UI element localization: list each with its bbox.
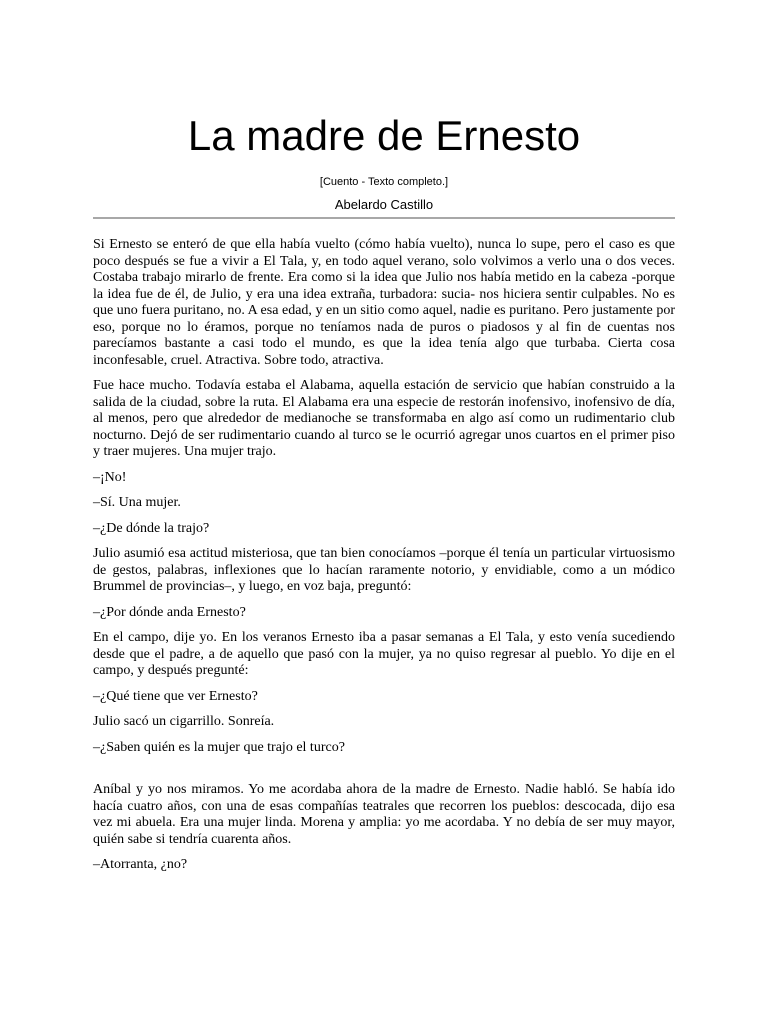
document-author: Abelardo Castillo bbox=[334, 197, 434, 212]
dialog-line: –¿Qué tiene que ver Ernesto? bbox=[93, 688, 258, 704]
document-title: La madre de Ernesto bbox=[187, 112, 581, 159]
dialog-line: –¿Por dónde anda Ernesto? bbox=[93, 604, 246, 620]
story-body bbox=[93, 237, 675, 874]
dialog-line: –Sí. Una mujer. bbox=[93, 495, 181, 510]
paragraph: Si Ernesto se enteró de que ella había vuelto (cómo había vuelto), nunca lo supe, pero el caso es que poco después se fue a vivir a El Tala, y, en todo aquel verano, solo volvimos a verlo una o dos veces. Costaba trabajo mirarlo de frente. Era como si la idea que Julio nos había metido en la cabeza -porque la idea fue de él, de Julio, y era una idea extraña, turbadora: sucia- nos hiciera sentir culpables. No es que uno fuera puritano, no. A esa edad, y en un sitio como aquel, nadie es puritano. Pero justamente por eso, porque no lo éramos, porque no teníamos nada de puros o piadosos y al fin de cuentas nos parecíamos bastante a casi todo el mundo, es que la idea tenía algo que turbaba. Cierta cosa inconfesable, cruel. Atractiva. Sobre todo, atractiva. bbox=[93, 237, 675, 368]
paragraph: En el campo, dije yo. En los veranos Ernesto iba a pasar semanas a El Tala, y esto venía sucediendo desde que el padre, a de aquello que pasó con la mujer, ya no quiso regresar al pueblo. Yo dije en el campo, y después pregunté: bbox=[93, 630, 675, 678]
dialog-line: –¡No! bbox=[93, 469, 127, 485]
dialog-line: Julio sacó un cigarrillo. Sonreía. bbox=[93, 714, 275, 729]
dialog-line: –¿De dónde la trajo? bbox=[93, 520, 210, 536]
paragraph: Aníbal y yo nos miramos. Yo me acordaba ahora de la madre de Ernesto. Nadie habló. Se había ido hacía cuatro años, con una de esas compañías teatrales que recorren los pueblos: descocada, dijo esa vez mi abuela. Era una mujer linda. Morena y amplia: yo me acordaba. Y no debía de ser muy mayor, quién sabe si tendría cuarenta años. bbox=[93, 782, 675, 847]
dialog-line: –¿Saben quién es la mujer que trajo el turco? bbox=[93, 739, 345, 755]
document-subtitle: [Cuento - Texto completo.] bbox=[319, 176, 449, 188]
paragraph: Julio asumió esa actitud misteriosa, que tan bien conocíamos –porque él tenía un particular virtuosismo de gestos, palabras, inflexiones que lo hacían raramente notorio, y envidiable, como a un módico Brummel de provincias–, y luego, en voz baja, preguntó: bbox=[93, 546, 675, 594]
section-gap bbox=[93, 765, 675, 782]
document-page bbox=[93, 0, 675, 883]
dialog-line: –Atorranta, ¿no? bbox=[93, 857, 188, 872]
paragraph: Fue hace mucho. Todavía estaba el Alabama, aquella estación de servicio que habían construido a la salida de la ciudad, sobre la ruta. El Alabama era una especie de restorán inofensivo, inofensivo de día, al menos, pero que alrededor de medianoche se transformaba en algo así como un rudimentario club nocturno. Dejó de ser rudimentario cuando al turco se le ocurrió agregar unos cuartos en el primer piso y traer mujeres. Una mujer trajo. bbox=[93, 378, 675, 459]
title-divider bbox=[93, 217, 675, 219]
